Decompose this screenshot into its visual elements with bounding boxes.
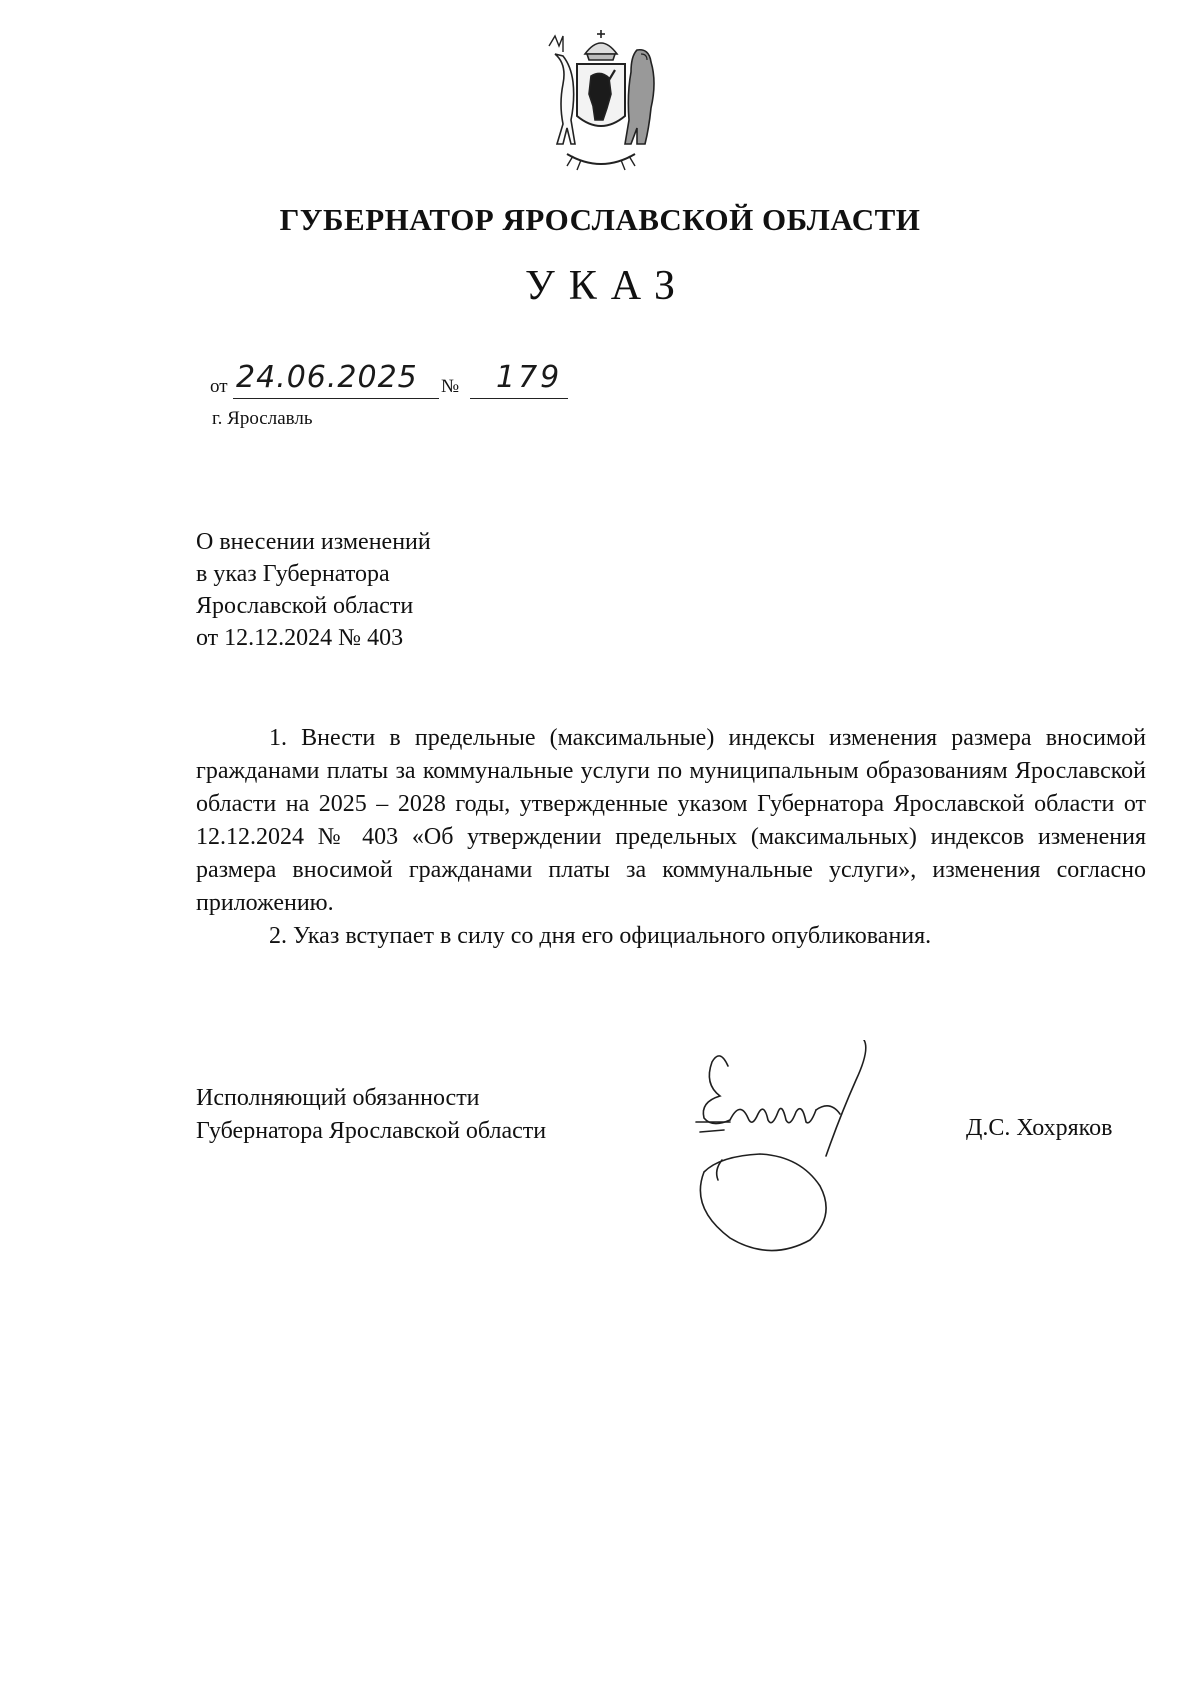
issuing-authority: ГУБЕРНАТОР ЯРОСЛАВСКОЙ ОБЛАСТИ xyxy=(279,202,921,237)
document-body xyxy=(196,722,1146,953)
subject-line: от 12.12.2024 № 403 xyxy=(196,625,404,651)
body-paragraph-2: 2. Указ вступает в силу со дня его официального опубликования. xyxy=(269,923,932,949)
number-sign: № xyxy=(441,376,460,397)
date-underline xyxy=(233,398,439,399)
subject-line: О внесении изменений xyxy=(196,529,431,555)
signatory-title xyxy=(196,1082,546,1148)
signatory-title-line-1: Исполняющий обязанности xyxy=(196,1085,480,1111)
subject-line: Ярославской области xyxy=(196,593,414,619)
signatory-name: Д.С. Хохряков xyxy=(966,1115,1113,1141)
date-prefix: от xyxy=(210,376,228,397)
issue-city: г. Ярославль xyxy=(212,408,313,429)
document-type-title: УКАЗ xyxy=(524,263,690,309)
signatory-title-line-2: Губернатора Ярославской области xyxy=(196,1118,547,1144)
subject-line: в указ Губернатора xyxy=(196,561,390,587)
document-date: 24.06.2025 xyxy=(236,360,418,395)
document-number: 179 xyxy=(496,360,563,395)
coat-of-arms-icon xyxy=(533,24,669,176)
body-paragraph-1: 1. Внести в предельные (максимальные) индексы изменения размера вносимой гражданами платы за коммунальные услуги по муниципальным образованиям Ярославской области на 2025 – 2028 годы, утвержденные указом Губернатора Ярославской области от 12.12.2024 № 403 «Об утверждении предельных (максимальных) индексов изменения размера вносимой гражданами платы за коммунальные услуги», изменения согласно приложению. xyxy=(196,725,1146,916)
handwritten-signature-icon xyxy=(660,1040,940,1265)
number-underline xyxy=(470,398,568,399)
document-reference xyxy=(210,360,570,404)
document-subject xyxy=(196,526,431,654)
